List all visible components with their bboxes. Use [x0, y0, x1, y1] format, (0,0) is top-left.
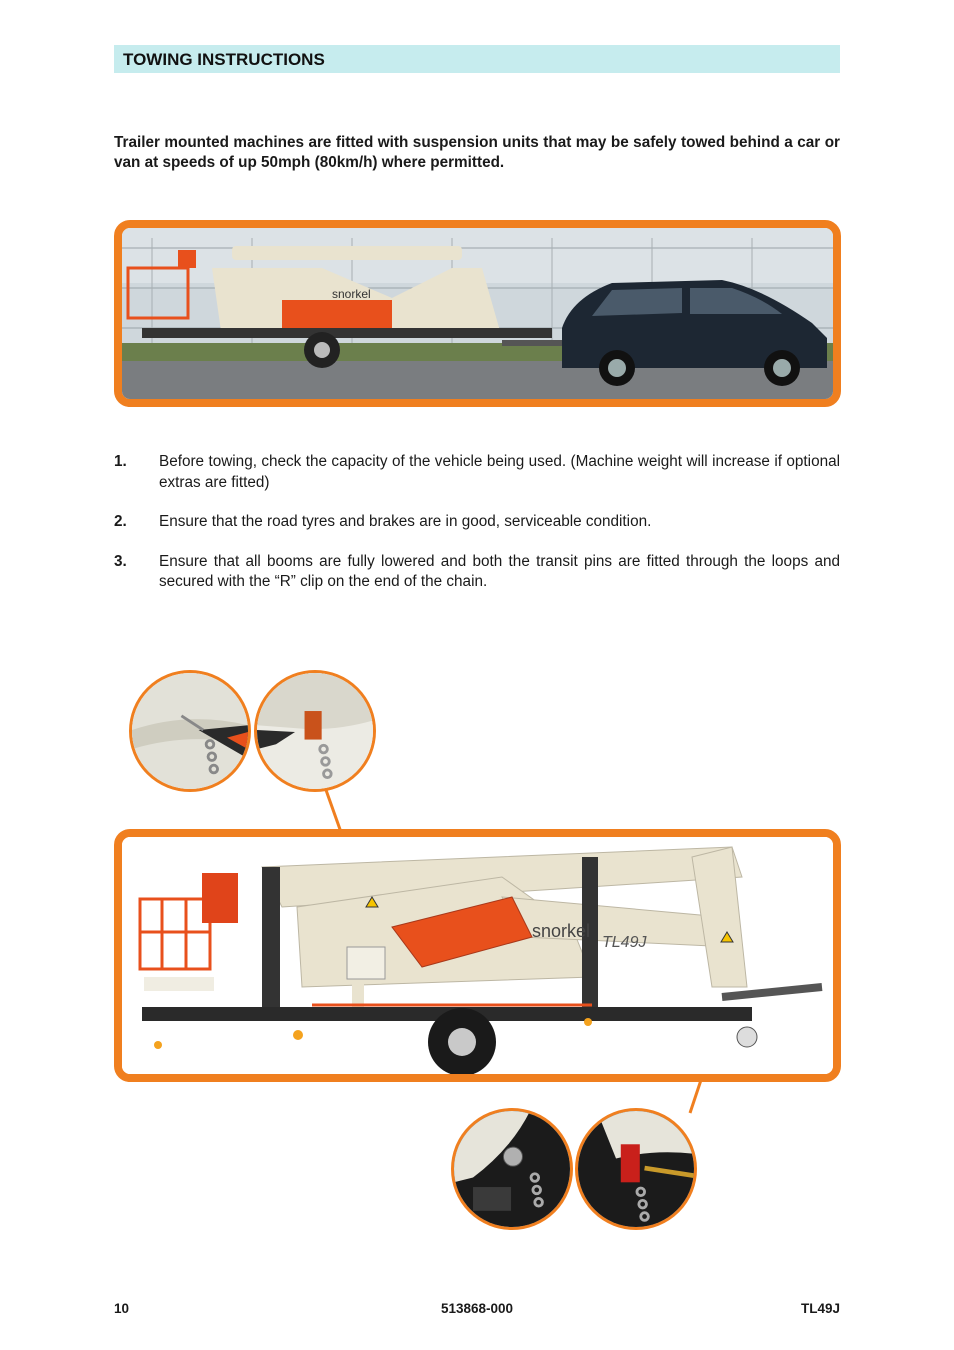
step-text: Before towing, check the capacity of the vehicle being used. (Machine weight will increase if optional extras are fitted) [159, 453, 840, 491]
list-item [114, 552, 840, 593]
section-title: TOWING INSTRUCTIONS [123, 50, 325, 69]
transit-pin-detail-photo [129, 670, 251, 792]
machine-side-photo [114, 829, 841, 1082]
instruction-list [114, 452, 840, 612]
section-header [114, 45, 840, 73]
list-item [114, 512, 840, 533]
rear-transit-pin-detail-photo [451, 1108, 573, 1230]
page-number: 10 [114, 1301, 130, 1316]
towing-photo [114, 220, 841, 407]
step-text: Ensure that all booms are fully lowered and both the transit pins are fitted through the loops and secured with the “R” clip on the end of the chain. [159, 552, 840, 590]
rear-r-clip-detail-photo [575, 1108, 697, 1230]
machine-model-text: TL49J [602, 934, 647, 951]
footer-model: TL49J [800, 1301, 840, 1316]
r-clip-detail-photo [254, 670, 376, 792]
list-item [114, 452, 840, 493]
step-number: 2. [114, 513, 127, 530]
intro-paragraph: Trailer mounted machines are fitted with suspension units that may be safely towed behind a car or van at speeds of up 50mph (80km/h) where permitted. [114, 134, 840, 171]
part-number: 513868-000 [440, 1301, 514, 1316]
step-number: 1. [114, 453, 127, 470]
machine-brand-text: snorkel [332, 287, 371, 301]
step-text: Ensure that the road tyres and brakes are in good, serviceable condition. [159, 513, 652, 530]
machine-brand-text: snorkel [532, 921, 591, 941]
step-number: 3. [114, 552, 127, 570]
